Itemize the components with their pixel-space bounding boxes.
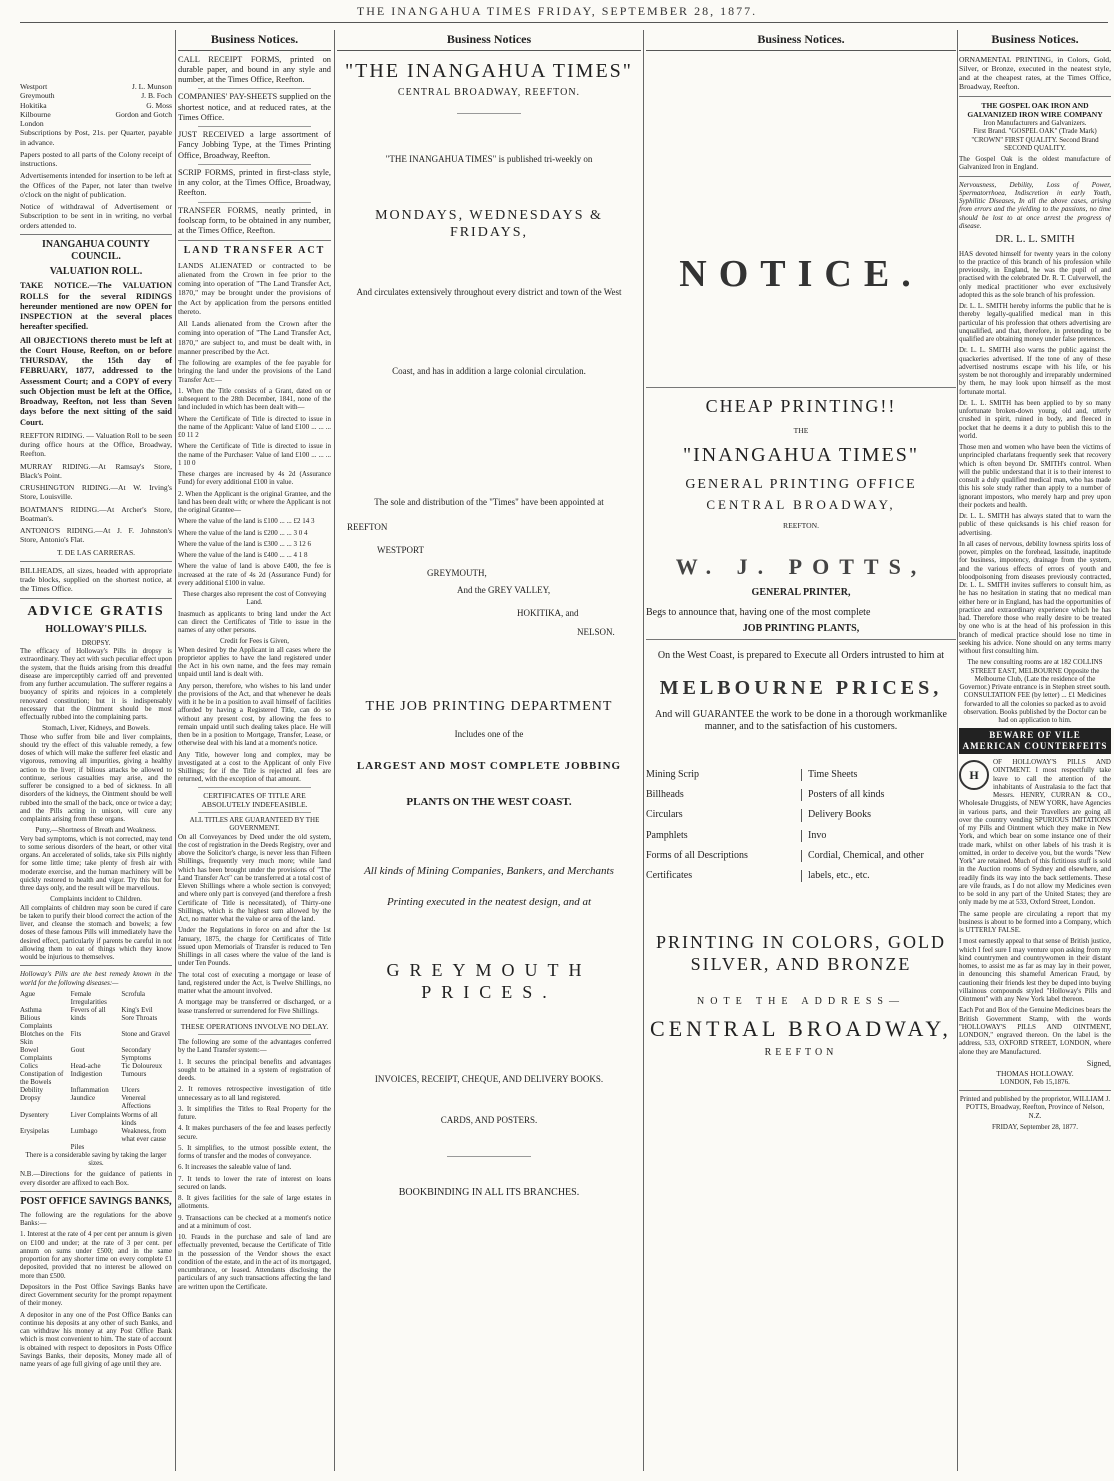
agency-place: HOKITIKA, and bbox=[517, 608, 579, 619]
article-text: Depositors in the Post Office Savings Banks have direct Government security for the prompt repayment of their money. bbox=[20, 1282, 172, 1308]
disease-item: Liver Complaints bbox=[70, 1110, 120, 1119]
disease-item: Dropsy bbox=[20, 1094, 41, 1103]
agent-row: Greymouth J. B. Foch bbox=[20, 91, 172, 101]
coast-text: Coast, and has in addition a large colonial circulation. bbox=[392, 366, 586, 377]
disease-item: Constipation of the Bowels bbox=[20, 1070, 64, 1087]
cheap-printing-heading: CHEAP PRINTING!! bbox=[705, 395, 897, 416]
riding-item: REEFTON RIDING. — Valuation Roll to be seen during office hours at the Office, Broadway, Reefton. bbox=[20, 430, 172, 459]
column-heading: Business Notices. bbox=[178, 30, 331, 51]
doctor-text: HAS devoted himself for twenty years in the colony to the practice of this branch of his profession while previously, in England, he was the pupil of and practised with the celebrated Dr. R. T. Culverwell, the only medical practitioner who ever exclusively adopted this as the sole branch of his profession. bbox=[959, 249, 1111, 299]
agent-row: Kilbourne Gordon and Gotch bbox=[20, 109, 172, 119]
article-text: Inasmuch as applicants to bring land under the Act can direct the Certificates of Title to issue in the names of any other persons. bbox=[178, 609, 331, 635]
begs-text: Begs to announce that, having one of the most complete bbox=[646, 606, 871, 618]
article-text: On all Conveyances by Deed under the old system, the cost of registration in the Deeds Registry, over and above the Solicitor's charge, is never less than Fifteen Shillings, frequently very much more; while land which has been brought under the provisions of "The Land Transfer Act" can be transferred at a total cost of Eleven Shillings where a whole section is conveyed; and where only part is conveyed (and therefore a fresh Certificate of Title is necessitated), of Thirty-one Shillings, which is the highest sum allowed by the Act, no matter what the value or area of the land. bbox=[178, 832, 331, 924]
note-address: NOTE THE ADDRESS— bbox=[697, 996, 905, 1008]
divider bbox=[457, 113, 521, 114]
disease-item: Secondary Symptoms bbox=[121, 1046, 152, 1063]
disease-item: King's Evil bbox=[121, 1005, 153, 1014]
divider bbox=[198, 1018, 311, 1019]
column-rule bbox=[643, 30, 644, 1471]
disease-item: Lumbago bbox=[70, 1126, 98, 1135]
advantage-item: 3. It simplifies the Titles to Real Property for the future. bbox=[178, 1104, 331, 1122]
west-coast-text: On the West Coast, is prepared to Execute all Orders intrusted to him at bbox=[657, 650, 945, 662]
potts-name: W. J. POTTS, bbox=[675, 553, 927, 579]
divider bbox=[959, 1090, 1111, 1091]
valuation-heading: VALUATION ROLL. bbox=[49, 266, 143, 278]
advantage-item: 7. It tends to lower the rate of interest on loans secured on lands. bbox=[178, 1174, 331, 1191]
column-3 bbox=[337, 30, 641, 1473]
divider bbox=[20, 234, 172, 235]
doctor-text: Dr. L. L. SMITH hereby informs the public that he is thereby legally-qualified medical man in this particular of his profession that others advertising are unqualified, and that, therefore, in pretending to be qualified are obtaining money under false pretences. bbox=[959, 302, 1111, 344]
divider bbox=[198, 88, 311, 89]
sole-text: The sole and distribution of the "Times" have been appointed at bbox=[374, 497, 604, 508]
gospel-sub: Iron Manufacturers and Galvanizers. bbox=[983, 119, 1087, 128]
print-items bbox=[646, 769, 956, 882]
subs-text: Subscriptions by Post, 21s. per Quarter, payable in advance. bbox=[20, 128, 172, 147]
subs-text: Advertisements intended for insertion to be left at the Offices of the Paper, not later than twelve o'clock on the night of publication. bbox=[20, 171, 172, 199]
column-heading: Business Notices bbox=[337, 30, 641, 51]
divider bbox=[198, 1034, 311, 1035]
column-heading: Business Notices. bbox=[959, 30, 1111, 51]
divider bbox=[198, 787, 311, 788]
disease-item: Tumours bbox=[121, 1070, 147, 1079]
subs-text: Notice of withdrawal of Advertisement or Subscription to be sent in in writing, no verbal orders attended to. bbox=[20, 202, 172, 230]
print-item: Billheads bbox=[646, 789, 684, 801]
print-item: Delivery Books bbox=[801, 809, 956, 821]
valuation-notice: TAKE NOTICE.—The VALUATION ROLLS for the several RIDINGS hereunder mentioned are now OPEN for INSPECTION at the several places hereafter specified. bbox=[20, 281, 172, 332]
print-item: Time Sheets bbox=[801, 769, 956, 781]
subheading: Puny,—Shortness of Breath and Weakness. bbox=[35, 826, 157, 835]
gospel-brands: First Brand. "GOSPEL OAK" (Trade Mark) "CROWN" FIRST QUALITY. Second Brand SECOND QUALITY. bbox=[971, 127, 1099, 152]
article-text: The following are some of the advantages conferred by the Land Transfer system:— bbox=[178, 1038, 331, 1055]
article-text: All Lands alienated from the Crown after the coming into operation of "The Land Transfer Act, 1870," are subject to, and must be dealt with, in manner prescribed by the Act. bbox=[178, 319, 331, 356]
council-heading: INANGAHUA COUNTY COUNCIL. bbox=[41, 238, 151, 262]
disease-item: Ague bbox=[20, 989, 36, 998]
doctor-text: Dr. L. L. SMITH has always stated that to warn the public of these quicksands is his chief reason for advertising. bbox=[959, 512, 1111, 537]
disease-item: Venereal Affections bbox=[121, 1094, 151, 1111]
riding-item: CRUSHINGTON RIDING.—At W. Irving's Store, Louisville. bbox=[20, 483, 172, 502]
column-2 bbox=[178, 30, 331, 1473]
subs-text: Papers posted to all parts of the Colony receipt of instructions. bbox=[20, 149, 172, 168]
divider bbox=[198, 812, 311, 813]
advantage-item: 4. It makes purchasers of the fee and leases perfectly secure. bbox=[178, 1124, 331, 1141]
column-1 bbox=[20, 30, 172, 1473]
article-text: Any person, therefore, who wishes to his land under the provisions of the Act, and that whenever he deals with it he be in a position to avail himself of facilities afforded by having a Registered Title, can do so without any present cost, by allowing the fees to remain unpaid until such dealing takes place. He will then be in a position to Mortgage, Transfer, Lease, or otherwise deal with his land at a moment's notice. bbox=[178, 681, 331, 748]
column-rule bbox=[175, 30, 176, 1471]
disease-item: Gout bbox=[70, 1046, 85, 1055]
london-date: LONDON, Feb 15,1876. bbox=[1000, 1077, 1070, 1086]
general-printer: GENERAL PRINTER, bbox=[751, 586, 851, 598]
post-office-heading: POST OFFICE SAVINGS BANKS, bbox=[20, 1195, 172, 1207]
disease-item: Tic Doloureux bbox=[121, 1062, 163, 1071]
divider bbox=[198, 164, 311, 165]
dropsy-heading: DROPSY. bbox=[81, 638, 111, 647]
article-text: Where the value of land is above £400, the fee is increased at the rate of 4s 2d (Assurance Fund) for every additional £100 in value. bbox=[178, 562, 331, 587]
general-printing-office: GENERAL PRINTING OFFICE bbox=[685, 476, 917, 492]
article-text: These charges also represent the cost of Conveying Land. bbox=[182, 590, 327, 607]
column-4 bbox=[646, 30, 956, 1473]
disease-item: Head-ache bbox=[70, 1062, 101, 1071]
saving-text: There is a considerable saving by taking the larger sizes. bbox=[25, 1150, 167, 1168]
article-text: The total cost of executing a mortgage or lease of land, registered under the Act, is Twelve Shillings, no matter what the amount involved. bbox=[178, 970, 331, 996]
doctor-text: Dr. L. L. SMITH has been applied to by so many unfortunate broken-down young, old and, utterly crushed in spirit, ruined in body, and fleeced in pocket that he deems it a duty to publish this to the world. bbox=[959, 398, 1111, 440]
column-rule bbox=[334, 30, 335, 1471]
article-text: These charges are increased by 4s 2d (Assurance Fund) for every additional £100 in value. bbox=[178, 470, 331, 487]
print-item: Cordial, Chemical, and other bbox=[801, 850, 956, 862]
print-item: Posters of all kinds bbox=[801, 789, 956, 801]
column-rule bbox=[957, 30, 958, 1471]
article-text: Any Title, however long and complex, may be investigated at a cost to the Applicant of only Five Shillings; for if the Title is rejected all fees are returned, with the exception of that amount. bbox=[178, 750, 331, 784]
rooms-text: The new consulting rooms are at 182 COLLINS STREET EAST, MELBOURNE Opposite the Melbourne Club, (Late the residence of the Governor.) Private entrance is in Stephen street south. CONSULTATION FEE (by letter) ... £1 Medicines forwarded to all the colonies so packed as to avoid observation. Books published by the Doctor can be had on application to him. bbox=[959, 658, 1111, 725]
disease-item: Jaundice bbox=[70, 1094, 96, 1103]
land-transfer-heading: LAND TRANSFER ACT bbox=[183, 245, 326, 257]
central-broadway-2: CENTRAL BROADWAY, bbox=[650, 1016, 952, 1042]
includes-text: Includes one of the bbox=[454, 729, 524, 740]
melbourne-prices: MELBOURNE PRICES, bbox=[659, 677, 943, 700]
article-text: Very bad symptoms, which is not corrected, may tend to some serious disorders of the heart, or other vital organs. An accelerated of solids, take six Pills nightly for some little time; take plenty of fresh air with moderate exercise, and the human machinery will be quickly restored to health and vigor. Try this but for three days only, and the result will be marvellous. bbox=[20, 834, 172, 893]
cards-text: CARDS, AND POSTERS. bbox=[440, 1114, 538, 1125]
disease-item: Bowel Complaints bbox=[20, 1046, 53, 1063]
fee-row: Where the value of the land is £200 ... ... 3 0 4 bbox=[178, 528, 308, 537]
advantage-item: 8. It gives facilities for the sale of large estates in allotments. bbox=[178, 1194, 331, 1211]
fee-row: Where the value of the land is £400 ... ... 4 1 8 bbox=[178, 551, 308, 560]
disease-item: Worms of all kinds bbox=[121, 1110, 158, 1127]
publishing-days: MONDAYS, WEDNESDAYS & FRIDAYS, bbox=[375, 208, 603, 241]
article-text: LANDS ALIENATED or contracted to be alienated from the Crown in fee prior to the coming into operation of "The Land Transfer Act, 1870," may be brought under the provisions of the Act by application from the persons entitled thereto. bbox=[178, 260, 331, 316]
advantage-item: 2. It removes retrospective investigation of title unnecessary as to all land registered. bbox=[178, 1085, 331, 1102]
nervous-text: Nervousness, Debility, Loss of Power, Spermatorrhoea, Indiscretion in early Youth, Syphilitic Diseases, In all the above cases, arising from errors and the yielding to the passions, no time should be lost to at once arrest the progress of disease. bbox=[959, 180, 1111, 230]
guarantee-text: And will GUARANTEE the work to be done in a thorough workmanlike manner, and to the satisfaction of his customers. bbox=[655, 708, 947, 732]
agent-row: London bbox=[20, 119, 44, 128]
disease-item: Sore Throats bbox=[121, 1013, 158, 1022]
notice-heading: NOTICE. bbox=[679, 252, 923, 295]
divider bbox=[20, 965, 172, 966]
the-text: THE bbox=[793, 425, 809, 435]
subheading: Stomach, Liver, Kidneys, and Bowels. bbox=[42, 724, 150, 733]
advantage-item: 9. Transactions can be checked at a moment's notice and at a minimum of cost. bbox=[178, 1213, 331, 1230]
disease-item: Blotches on the Skin bbox=[20, 1030, 64, 1047]
bookbinding-text: BOOKBINDING IN ALL ITS BRANCHES. bbox=[398, 1186, 580, 1198]
disease-item: Debility bbox=[20, 1086, 43, 1095]
disease-item: Dysentery bbox=[20, 1110, 49, 1119]
disease-item bbox=[20, 1143, 71, 1151]
column-heading: Business Notices. bbox=[646, 30, 956, 51]
subheading: Credit for Fees is Given, bbox=[219, 637, 289, 646]
disease-item bbox=[121, 1143, 172, 1151]
gospel-text: The Gospel Oak is the oldest manufacture of Galvanized Iron in England. bbox=[959, 155, 1111, 172]
advantage-item: 6. It increases the saleable value of land. bbox=[178, 1163, 292, 1172]
holloway-seal-icon: H bbox=[959, 760, 989, 790]
disease-item: Asthma bbox=[20, 1005, 42, 1014]
article-text: Under the Regulations in force on and after the 1st January, 1875, the charge for Certificates of Title issued upon Memorials of Transfer is reduced to Ten Shillings in all cases where the value of the land is under Ten Pounds. bbox=[178, 926, 331, 968]
divider bbox=[198, 202, 311, 203]
divider bbox=[646, 387, 956, 388]
article-text: The following are examples of the fee payable for bringing the land under the provisions of the Land Transfer Act:— bbox=[178, 359, 331, 384]
disease-item: Bilious Complaints bbox=[20, 1013, 53, 1031]
agent-row: Hokitika G. Moss bbox=[20, 100, 172, 110]
paper-address: CENTRAL BROADWAY, REEFTON. bbox=[397, 87, 581, 99]
job-plants-text: JOB PRINTING PLANTS, bbox=[646, 623, 956, 640]
fee-row: Where the Certificate of Title is directed to issue in the name of the Purchaser: Value of land £100 ... ... ... 1 10 0 bbox=[178, 442, 331, 467]
signature: T. DE LAS CARRERAS. bbox=[56, 547, 136, 557]
divider bbox=[20, 561, 172, 562]
article-text: All complaints of children may soon be cured if care be taken to purify their blood correct the action of the liver, and cleanse the stomach and bowels; a few doses of these famous Pills will immediately have the desired effect, particularly if parents be careful in not allowing them to eat of things which they know would be injurious to themselves. bbox=[20, 903, 172, 962]
largest-text: LARGEST AND MOST COMPLETE JOBBING bbox=[356, 760, 622, 773]
disease-item: Fits bbox=[70, 1030, 82, 1039]
article-text: A mortgage may be transferred or discharged, or a lease transferred or surrendered for Five Shillings. bbox=[178, 998, 331, 1015]
circulation-text: And circulates extensively throughout every district and town of the West bbox=[356, 287, 622, 298]
agency-place: GREYMOUTH, bbox=[427, 568, 487, 579]
job-printing-heading: THE JOB PRINTING DEPARTMENT bbox=[365, 699, 613, 715]
article-text: The efficacy of Holloway's Pills in dropsy is extraordinary. They act with such peculiar effect upon the system, that the fluids arising from this dreadful disease are imperceptibly carried off and prevented from any further accumulation. The sufferer regains a buoyancy of spirits and rejoices in a completely renovated constitution; but it is indispensably necessary that the Ointment should be most effectually rubbed into the complaining parts. bbox=[20, 647, 172, 722]
divider bbox=[447, 1156, 531, 1157]
masthead: THE INANGAHUA TIMES FRIDAY, SEPTEMBER 28, 1877. bbox=[356, 4, 758, 18]
beware-text: OF HOLLOWAY'S PILLS AND OINTMENT. I most respectfully take leave to call the attention of the inhabitants of Australasia to the fact that Messrs. HENRY, CURRAN & CO., Wholesale Druggists, of NEW YORK, have Agencies in various parts, and their Travellers are going all over the country vending SPURIOUS IMITATIONS of my Pills and Ointment which they make in New York, and which bear on some instance one of their trade mark, whilst on other labels of his trash it is omitted, in order to deceive you, but the words "New York" are retained. Much of this fictitious stuff is sold in the Auction rooms of Sydney and elsewhere, and readily finds its way into the back settlements. These are vile frauds, as I do not allow my Medicines even to be sold in any part of the United States; they are only made by me at 533, Oxford Street, London. bbox=[959, 758, 1111, 907]
agency-place: NELSON. bbox=[577, 627, 615, 638]
greymouth-prices: GREYMOUTH PRICES. bbox=[386, 959, 592, 1002]
article-text: Those who suffer from bile and liver complaints, should try the effect of this valuable remedy, a few doses of which will make the sufferer feel elastic and vigorous, removing all impurities, giving a healthy action to the liver; if bilious attacks be allowed to continue, serious casualties may arise, and the sufferer be consigned to a bed of sickness. In all disorders of the kidneys, the Ointment should be well rubbed into the small of the back, once or twice a day; and the Pills acting in unison, will cure any complaints arising from these organs. bbox=[20, 732, 172, 824]
disease-item: Stone and Gravel bbox=[121, 1030, 170, 1039]
divider bbox=[178, 240, 331, 241]
diseases-list bbox=[20, 990, 172, 1151]
print-item: Certificates bbox=[646, 870, 693, 882]
divider bbox=[20, 598, 172, 599]
times-heading: "INANGAHUA TIMES" bbox=[682, 444, 920, 467]
print-item: Invo bbox=[801, 830, 956, 842]
billheads-notice: BILLHEADS, all sizes, headed with appropriate trade blocks, supplied on the shortest notice, at the Times Office. bbox=[20, 565, 172, 594]
disease-item: Weakness, from what ever cause bbox=[121, 1126, 167, 1143]
notice-scrip: SCRIP FORMS, printed in first-class style, in any color, at the Times Office, Broadway, Reefton. bbox=[178, 167, 331, 198]
disease-item: Colics bbox=[20, 1062, 38, 1071]
paper-title: "THE INANGAHUA TIMES" bbox=[345, 59, 633, 82]
disease-item: Piles bbox=[70, 1142, 85, 1151]
masthead-rule bbox=[20, 22, 1108, 23]
article-text: 2. When the Applicant is the original Grantee, and the land has been dealt with; or where the Applicant is not the original Grantee— bbox=[178, 489, 331, 515]
print-item: Circulars bbox=[646, 809, 683, 821]
advantage-item: 1. It secures the principal benefits and advantages sought to be attained in a system of registration of deeds. bbox=[178, 1057, 331, 1083]
divider bbox=[959, 96, 1111, 97]
beware-text: Each Pot and Box of the Genuine Medicines bears the British Government Stamp, with the words "HOLLOWAY'S PILLS AND OINTMENT, LONDON," engraved thereon. On the label is the address, 533, OXFORD STREET, LONDON, where alone they are Manufactured. bbox=[959, 1006, 1111, 1056]
doctor-heading: DR. L. L. SMITH bbox=[995, 233, 1075, 246]
published-text: "THE INANGAHUA TIMES" is published tri-weekly on bbox=[385, 154, 593, 165]
ornamental-notice: ORNAMENTAL PRINTING, in Colors, Gold, Silver, or Bronze, executed in the neatest style, and at the cheapest rates, at the Times Office, Broadway, Reefton. bbox=[959, 54, 1111, 92]
disease-item: Indigestion bbox=[70, 1070, 103, 1079]
issue-date: FRIDAY, September 28, 1877. bbox=[992, 1122, 1078, 1131]
advice-heading: ADVICE GRATIS bbox=[27, 603, 165, 619]
riding-item: ANTONIO'S RIDING.—At J. F. Johnston's Store, Antonio's Flat. bbox=[20, 526, 172, 545]
gospel-heading: THE GOSPEL OAK IRON AND GALVANIZED IRON WIRE COMPANY bbox=[967, 100, 1103, 119]
fee-row: Where the Certificate of Title is directed to issue in the name of the Applicant: Value of land £100 ... ... ... £0 11 2 bbox=[178, 414, 331, 440]
disease-item: kinds bbox=[70, 1013, 86, 1022]
nb-text: N.B.—Directions for the guidance of patients in every disorder are affixed to each Box. bbox=[20, 1170, 172, 1187]
notice-transfer: TRANSFER FORMS, neatly printed, in foolscap form, to be obtained in any number, at the Times Office, Reefton. bbox=[178, 205, 331, 236]
print-item: Mining Scrip bbox=[646, 769, 700, 781]
article-text: When desired by the Applicant in all cases where the proprietor applies to have the land registered under the Act in his own name, and the fees may remain unpaid until land is dealt with. bbox=[178, 645, 331, 679]
divider bbox=[198, 126, 311, 127]
doctor-text: Those men and women who have been the victims of unprincipled charlatans frequently seek that recovery which is often beyond Dr. SMITH's control. When will the public understand that it is to their interest to consult a duly qualified medical man, who has made this his sole study rather than apply to a number of ignorant impostors, who merely harp and prey upon their pockets and health. bbox=[959, 443, 1111, 509]
holloway-heading: HOLLOWAY'S PILLS. bbox=[45, 623, 147, 635]
notice-call-receipt: CALL RECEIPT FORMS, printed on durable paper, and bound in any style and number, at the Times Office, Reefton. bbox=[178, 54, 331, 85]
agency-place: And the GREY VALLEY, bbox=[457, 585, 551, 596]
objections-text: All OBJECTIONS thereto must be left at the Court House, Reefton, on or before THURSDAY, the 15th day of FEBRUARY, 1877, addressed to the Assessment Court; and a COPY of every such Objection must be left at the Office, Broadway, Reefton, not less than Seven days before the next sitting of the said Court. bbox=[20, 335, 172, 427]
fee-row: Where the value of the land is £100 ... ... £2 14 3 bbox=[178, 517, 315, 526]
reefton-2: REEFTON bbox=[764, 1047, 838, 1059]
article-text: The following are the regulations for the above Banks:— bbox=[20, 1210, 172, 1228]
beware-banner: BEWARE OF VILE AMERICAN COUNTERFEITS bbox=[959, 728, 1111, 754]
beware-text: The same people are circulating a report that my business is about to be formed into a Company, which is UTTERLY FALSE. bbox=[959, 909, 1111, 935]
disease-item: Erysipelas bbox=[20, 1126, 50, 1135]
remedy-text: Holloway's Pills are the best remedy known in the world for the following diseases:— bbox=[20, 970, 172, 987]
article-text: 1. When the Title consists of a Grant, dated on or subsequent to the 28th December, 1841, none of the land included in which has been dealt with— bbox=[178, 386, 331, 412]
advantage-item: 5. It simplifies, to the utmost possible extent, the forms of transfer and the modes of conveyance. bbox=[178, 1143, 331, 1161]
colors-heading: PRINTING IN COLORS, GOLD SILVER, AND BRONZE bbox=[656, 932, 946, 975]
invoices-text: INVOICES, RECEIPT, CHEQUE, AND DELIVERY BOOKS. bbox=[374, 1073, 604, 1084]
article-text: 1. Interest at the rate of 4 per cent per annum is given on £100 and under; at the rate of 3 per cent. per annum on sums under £500; and in the same proportion for any shorter time on every complete £1 deposited, provided that no interest be allowed on more than £500. bbox=[20, 1230, 172, 1280]
disease-item: Ulcers bbox=[121, 1086, 140, 1095]
signed-text: Signed, bbox=[1086, 1058, 1111, 1068]
print-item: labels, etc., etc. bbox=[801, 870, 956, 882]
fee-row: Where the value of the land is £300 ... ... 3 12 6 bbox=[178, 539, 311, 548]
agents-list bbox=[20, 82, 172, 128]
divider bbox=[20, 1191, 172, 1192]
doctor-text: In all cases of nervous, debility lowness spirits loss of power, pimples on the forehead, lassitude, inaptitude for business, impotency, drainage from the system, and the various effects of errors of youth and bloodpoisoning from diseases previously contracted, Dr. L. L. SMITH invites sufferers to consult him, as he has no hesitation in stating that no medical man either here or in England, has had the opportunities of practice and extraordinary experience which he has had. Therefore those who really desire to be treated by one who is at the head of his profession in this branch of medical practice should lose no time in seeking his advice. None should on any terms marry without first consulting him. bbox=[959, 539, 1111, 656]
certificates-heading: CERTIFICATES OF TITLE ARE ABSOLUTELY INDEFEASIBLE. bbox=[201, 790, 308, 809]
print-item: Forms of all Descriptions bbox=[646, 849, 748, 861]
disease-item: Scrofula bbox=[121, 989, 146, 998]
disease-item: Female Irregularities bbox=[70, 989, 107, 1006]
reefton-text: REEFTON. bbox=[783, 520, 819, 530]
guarantee-heading: ALL TITLES ARE GUARANTEED BY THE GOVERNMENT. bbox=[189, 816, 320, 833]
agent-row: Westport J. L. Munson bbox=[20, 82, 172, 91]
subheading: Complaints incident to Children. bbox=[50, 895, 142, 904]
agency-place: REEFTON bbox=[347, 522, 388, 533]
printing-text: Printing executed in the neatest design, and at bbox=[386, 896, 592, 909]
central-broadway: CENTRAL BROADWAY, bbox=[706, 496, 896, 512]
column-5 bbox=[959, 30, 1111, 1473]
print-item: Pamphlets bbox=[646, 829, 688, 841]
riding-item: BOATMAN'S RIDING.—At Archer's Store, Boatman's. bbox=[20, 504, 172, 523]
operations-heading: THESE OPERATIONS INVOLVE NO DELAY. bbox=[180, 1021, 329, 1031]
disease-item: Inflammation bbox=[70, 1086, 109, 1095]
riding-item: MURRAY RIDING.—At Ramsay's Store, Black's Point. bbox=[20, 461, 172, 480]
notice-pay-sheets: COMPANIES' PAY-SHEETS supplied on the shortest notice, and at reduced rates, at the Times Office. bbox=[178, 92, 331, 122]
notice-type: JUST RECEIVED a large assortment of Fancy Jobbing Type, at the Times Printing Office, Broadway, Reefton. bbox=[178, 130, 331, 160]
beware-text: I most earnestly appeal to that sense of British justice, which I feel sure I may venture upon asking from my kind countrymen and countrywomen in their distant homes, to assist me as far as may lay in their power, in denouncing this shameful American Fraud, by cautioning their friends lest they be duped into buying villainous compounds styled "Holloway's Pills and Ointment" with any New York label thereon. bbox=[959, 937, 1111, 1004]
all-kinds-text: All kinds of Mining Companies, Bankers, and Merchants bbox=[364, 864, 614, 877]
imprint-text: Printed and published by the proprietor, WILLIAM J. POTTS, Broadway, Reefton, Province of Nelson, N.Z. bbox=[959, 1095, 1111, 1120]
advantage-item: 10. Frauds in the purchase and sale of land are effectually prevented, because the Certificate of Title in the possession of the Vendor shows the exact condition of the estate, and in the act of its mortgaged, encumbrance, or leased. Attendants disclosing the particulars of any such transactions affecting the land are written upon the Certificate. bbox=[178, 1233, 331, 1291]
divider bbox=[959, 176, 1111, 177]
doctor-text: Dr. L. L. SMITH also warns the public against the quackeries advertised. If the tone of any of these advertised nostrums escape with his life, or his system be not thoroughly and irreparably undermined by them, he may look upon himself as the most fortunate mortal. bbox=[959, 346, 1111, 396]
agency-place: WESTPORT bbox=[377, 545, 424, 556]
disease-item: Fevers of all bbox=[70, 1005, 106, 1014]
plants-text: PLANTS ON THE WEST COAST. bbox=[406, 795, 572, 808]
holloway-signature: THOMAS HOLLOWAY. bbox=[996, 1068, 1074, 1078]
article-text: A depositor in any one of the Post Office Banks can continue his deposits at any other of such Banks, and can withdraw his money at any Post Office Bank which is most convenient to him. The state of account is obtained with respect to depositors in Posts Office Savings Banks, their deposits, Money made all of name years of age full giving of age until they are. bbox=[20, 1310, 172, 1369]
